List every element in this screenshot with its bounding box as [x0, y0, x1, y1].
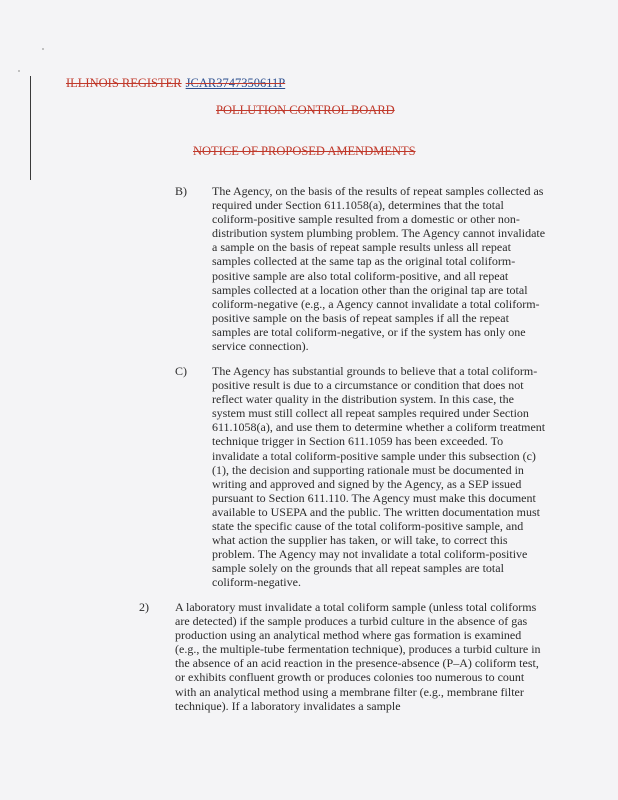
scan-speck: [42, 48, 44, 50]
paragraph-2-text: A laboratory must invalidate a total coliform sample (unless total coliforms are detected) if the sample produces a turbid culture in the absence of gas production using an analytical method where gas formation is examined (e.g., the multiple-tube fermentation technique), produces a turbid culture in the absence of an acid reaction in the presence-absence (P–A) coliform test, or exhibits confluent growth or produces colonies too numerous to count with an analytical method using a membrane filter (e.g., membrane filter technique). If a laboratory invalidates a sample: [175, 600, 541, 713]
register-inserted: JCAR3747350611P: [185, 76, 286, 90]
scan-speck: [18, 70, 20, 72]
register-deleted: ILLINOIS REGISTER: [66, 76, 182, 90]
margin-change-bar: [30, 76, 31, 180]
register-header: [66, 76, 285, 91]
paragraph-label-2: 2): [139, 600, 149, 614]
notice-header: NOTICE OF PROPOSED AMENDMENTS: [193, 144, 416, 158]
subsection-b-text: The Agency, on the basis of the results of repeat samples collected as required under Section 611.1058(a), determines that the total coliform-positive sample resulted from a domestic or other non-distribution system plumbing problem. The Agency cannot invalidate a sample on the basis of repeat sample results unless all repeat samples collected at the same tap as the original total coliform-positive sample are also total coliform-positive, and all repeat samples collected at a location other than the original tap are total coliform-negative (e.g., a Agency cannot invalidate a total coliform-positive sample on the basis of repeat samples if all the repeat samples are total coliform-negative, or if the system has only one service connection).: [212, 184, 546, 354]
board-header: POLLUTION CONTROL BOARD: [216, 103, 395, 117]
subsection-label-b: B): [175, 184, 187, 198]
subsection-label-c: C): [175, 364, 187, 378]
subsection-c-text: The Agency has substantial grounds to believe that a total coliform-positive result is due to a circumstance or condition that does not reflect water quality in the distribution system. In this case, the system must still collect all repeat samples required under Section 611.1058(a), and use them to determine whether a coliform treatment technique trigger in Section 611.1059 has been exceeded. To invalidate a total coliform-positive sample under this subsection (c)(1), the decision and supporting rationale must be documented in writing and approved and signed by the Agency, as a SEP issued pursuant to Section 611.110. The Agency must make this document available to USEPA and the public. The written documentation must state the specific cause of the total coliform-positive sample, and what action the supplier has taken, or will take, to correct this problem. The Agency may not invalidate a total coliform-positive sample solely on the grounds that all repeat samples are total coliform-negative.: [212, 364, 546, 590]
